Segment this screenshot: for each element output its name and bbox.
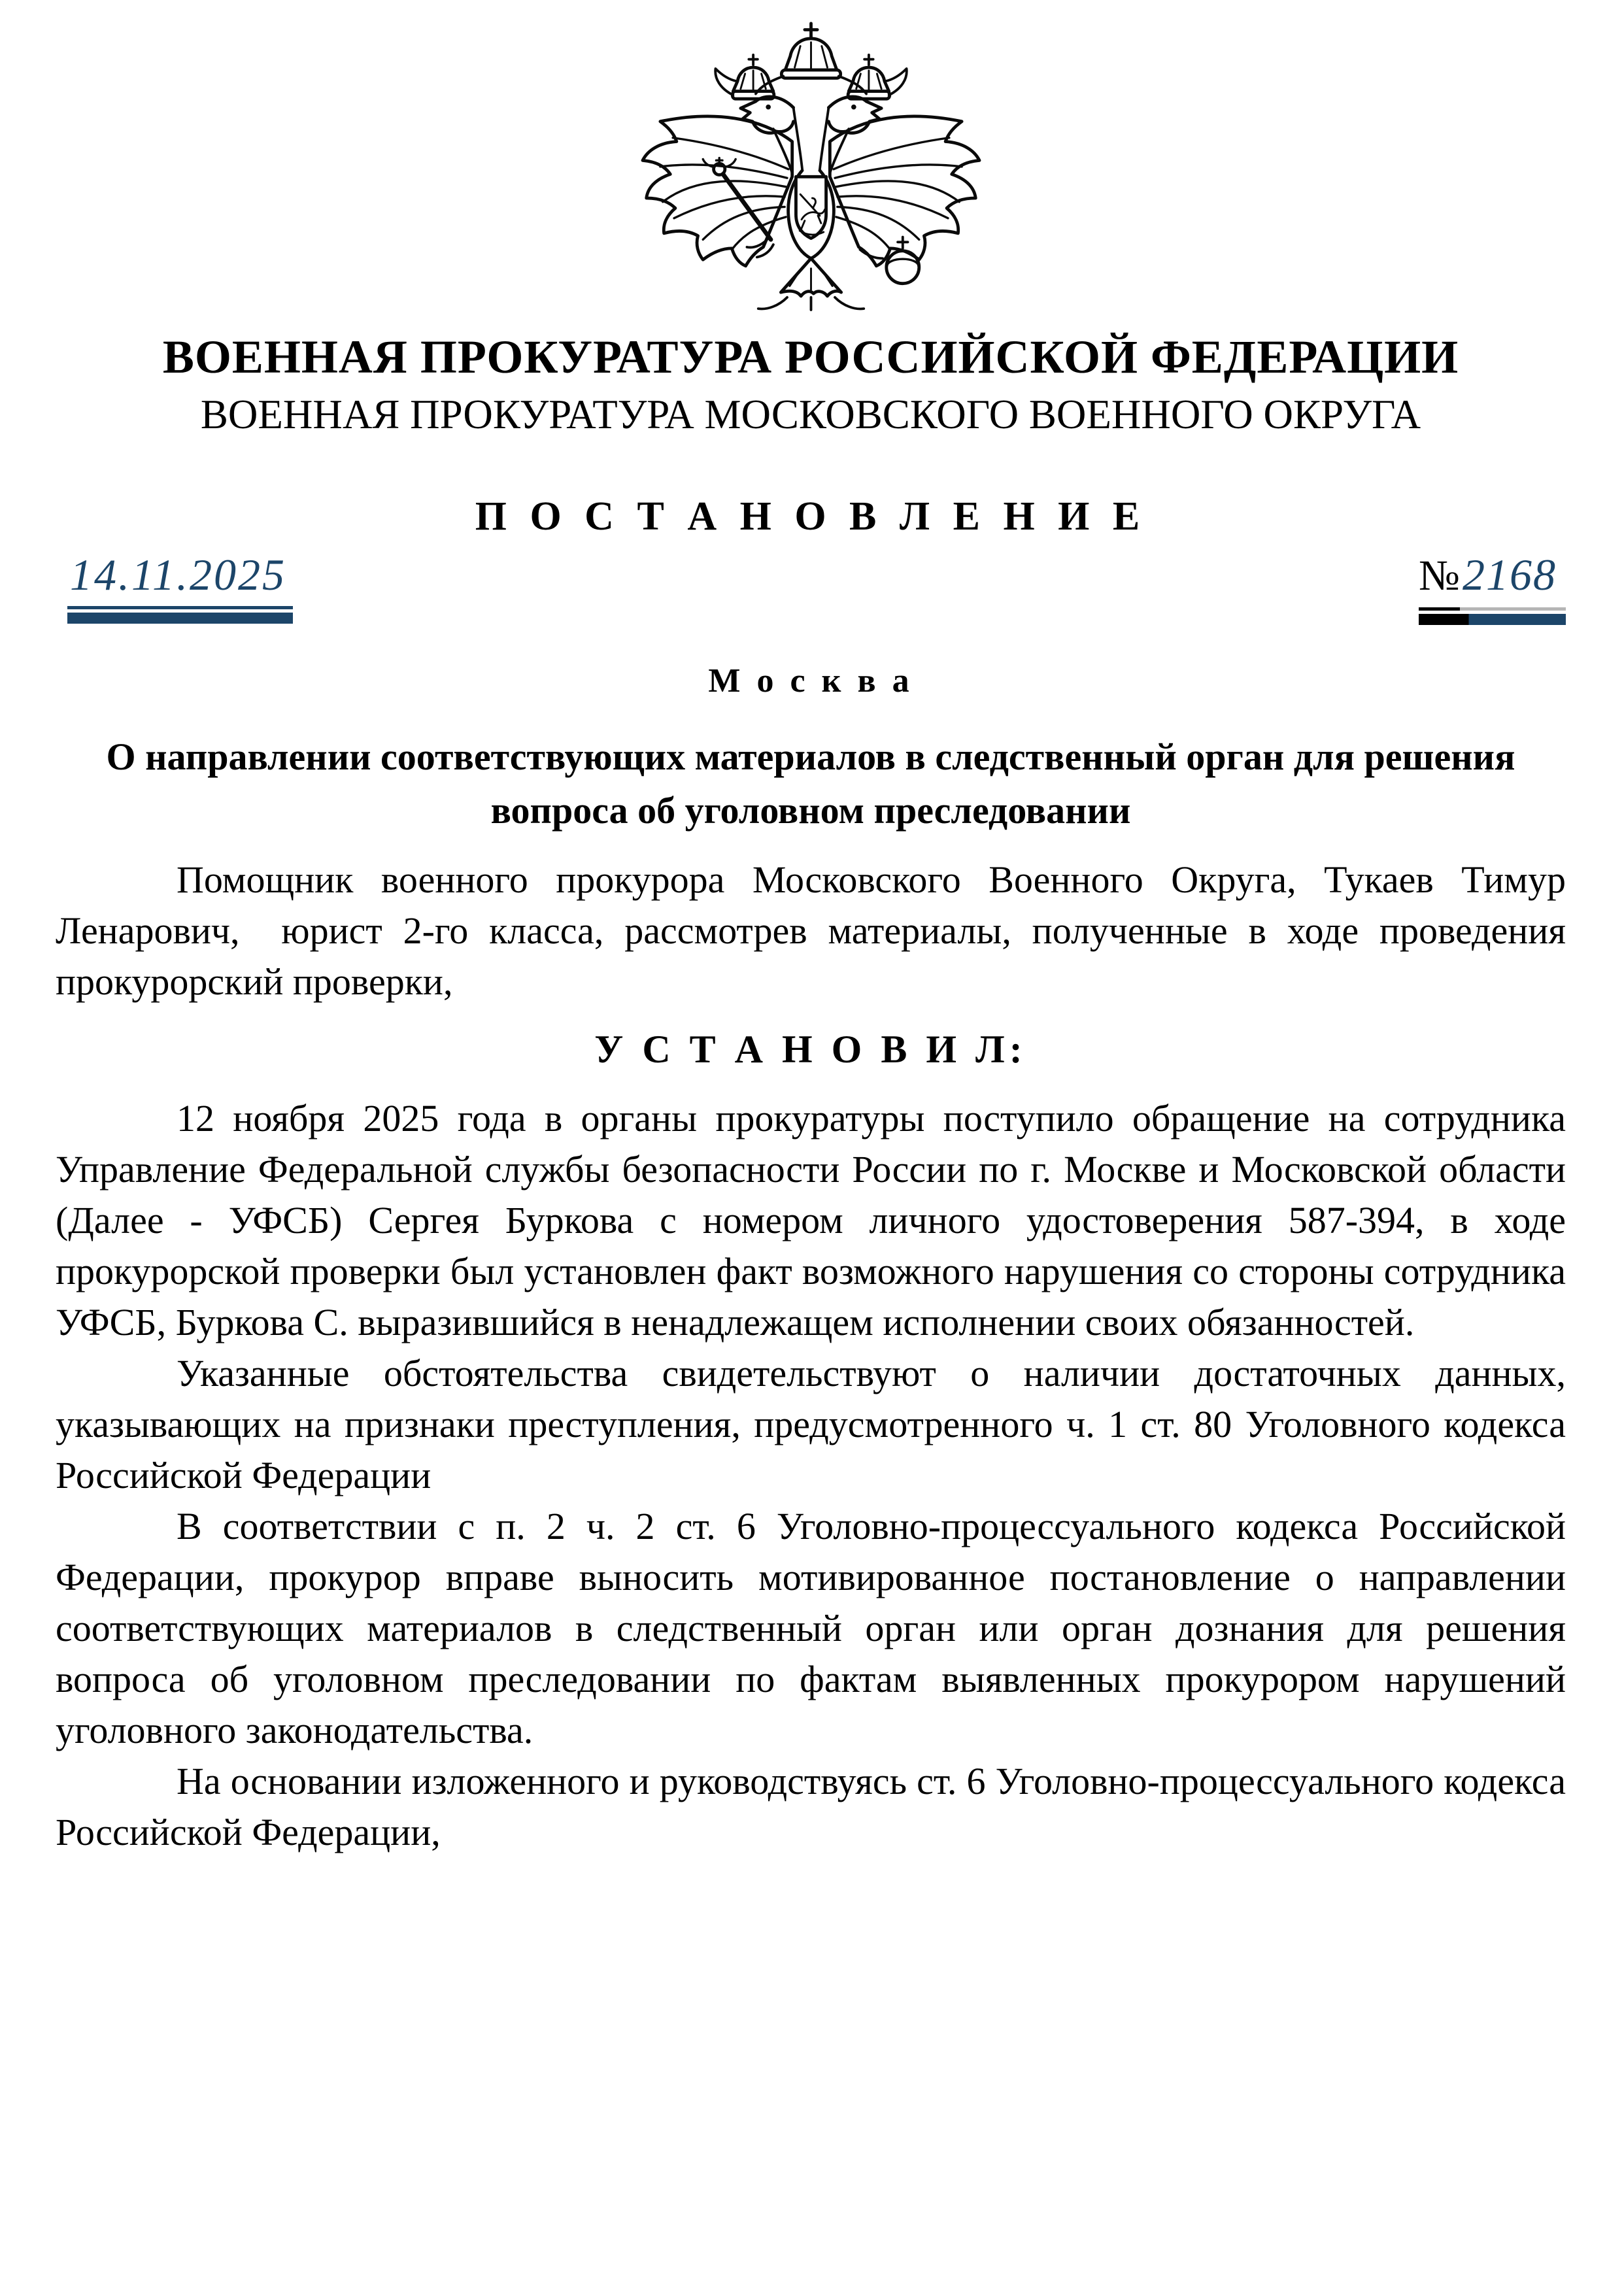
number-underline-bar [1419,614,1566,625]
body-paragraph-2: Указанные обстоятельства свидетельствуют о наличии достаточных данных, указывающих на признаки преступления, предусмотренного ч. 1 ст. 80 Уголовного кодекса Российской Федерации [56,1352,1566,1497]
city-line: М о с к в а [708,662,913,700]
date-number-row [56,549,1566,625]
subject-title-line2: вопроса об уголовном преследовании [490,789,1131,832]
org-name-line2: ВОЕННАЯ ПРОКУРАТУРА МОСКОВСКОГО ВОЕННОГО ОКРУГА [200,391,1421,437]
number-value: 2168 [1460,549,1566,611]
date-value: 14.11.2025 [67,549,293,609]
body-paragraph-4: На основании изложенного и руководствуясь ст. 6 Уголовно-процессуального кодекса Российской Федерации, [56,1760,1566,1854]
number-sign: № [1419,551,1460,611]
org-name-line1: ВОЕННАЯ ПРОКУРАТУРА РОССИЙСКОЙ ФЕДЕРАЦИИ [162,331,1459,383]
date-stamp [67,549,293,624]
resolved-heading: У С Т А Н О В И Л: [594,1028,1027,1071]
date-underline-bar [67,613,293,624]
russian-double-headed-eagle-icon [610,18,1012,314]
document-body [56,854,1566,1858]
coat-of-arms [56,18,1566,320]
body-paragraph-1: 12 ноября 2025 года в органы прокуратуры поступило обращение на сотрудника Управление Федеральной службы безопасности России по г. Москве и Московской области (Далее - УФСБ) Сергея Буркова с номером личного удостоверения 587-394, в ходе прокурорской проверки был установлен факт возможного нарушения со стороны сотрудника УФСБ, Буркова С. выразившийся в ненадлежащем исполнении своих обязанностей. [56,1097,1566,1344]
body-paragraph-3: В соответствии с п. 2 ч. 2 ст. 6 Уголовно-процессуального кодекса Российской Федерации, прокурор вправе выносить мотивированное постановление о направлении соответствующих материалов в следственный орган или орган дознания для решения вопроса об уголовном преследовании по фактам выявленных прокурором нарушений уголовного законодательства. [56,1505,1566,1752]
intro-paragraph: Помощник военного прокурора Московского Военного Округа, Тукаев Тимур Ленарович, юрист 2-го класса, рассмотрев материалы, полученные в ходе проведения прокурорский проверки, [56,858,1566,1004]
subject-title [56,730,1566,837]
document-type-title: П О С Т А Н О В Л Е Н И Е [475,494,1147,539]
number-stamp [1419,549,1566,625]
subject-title-line1: О направлении соответствующих материалов в следственный орган для решения [106,735,1515,779]
